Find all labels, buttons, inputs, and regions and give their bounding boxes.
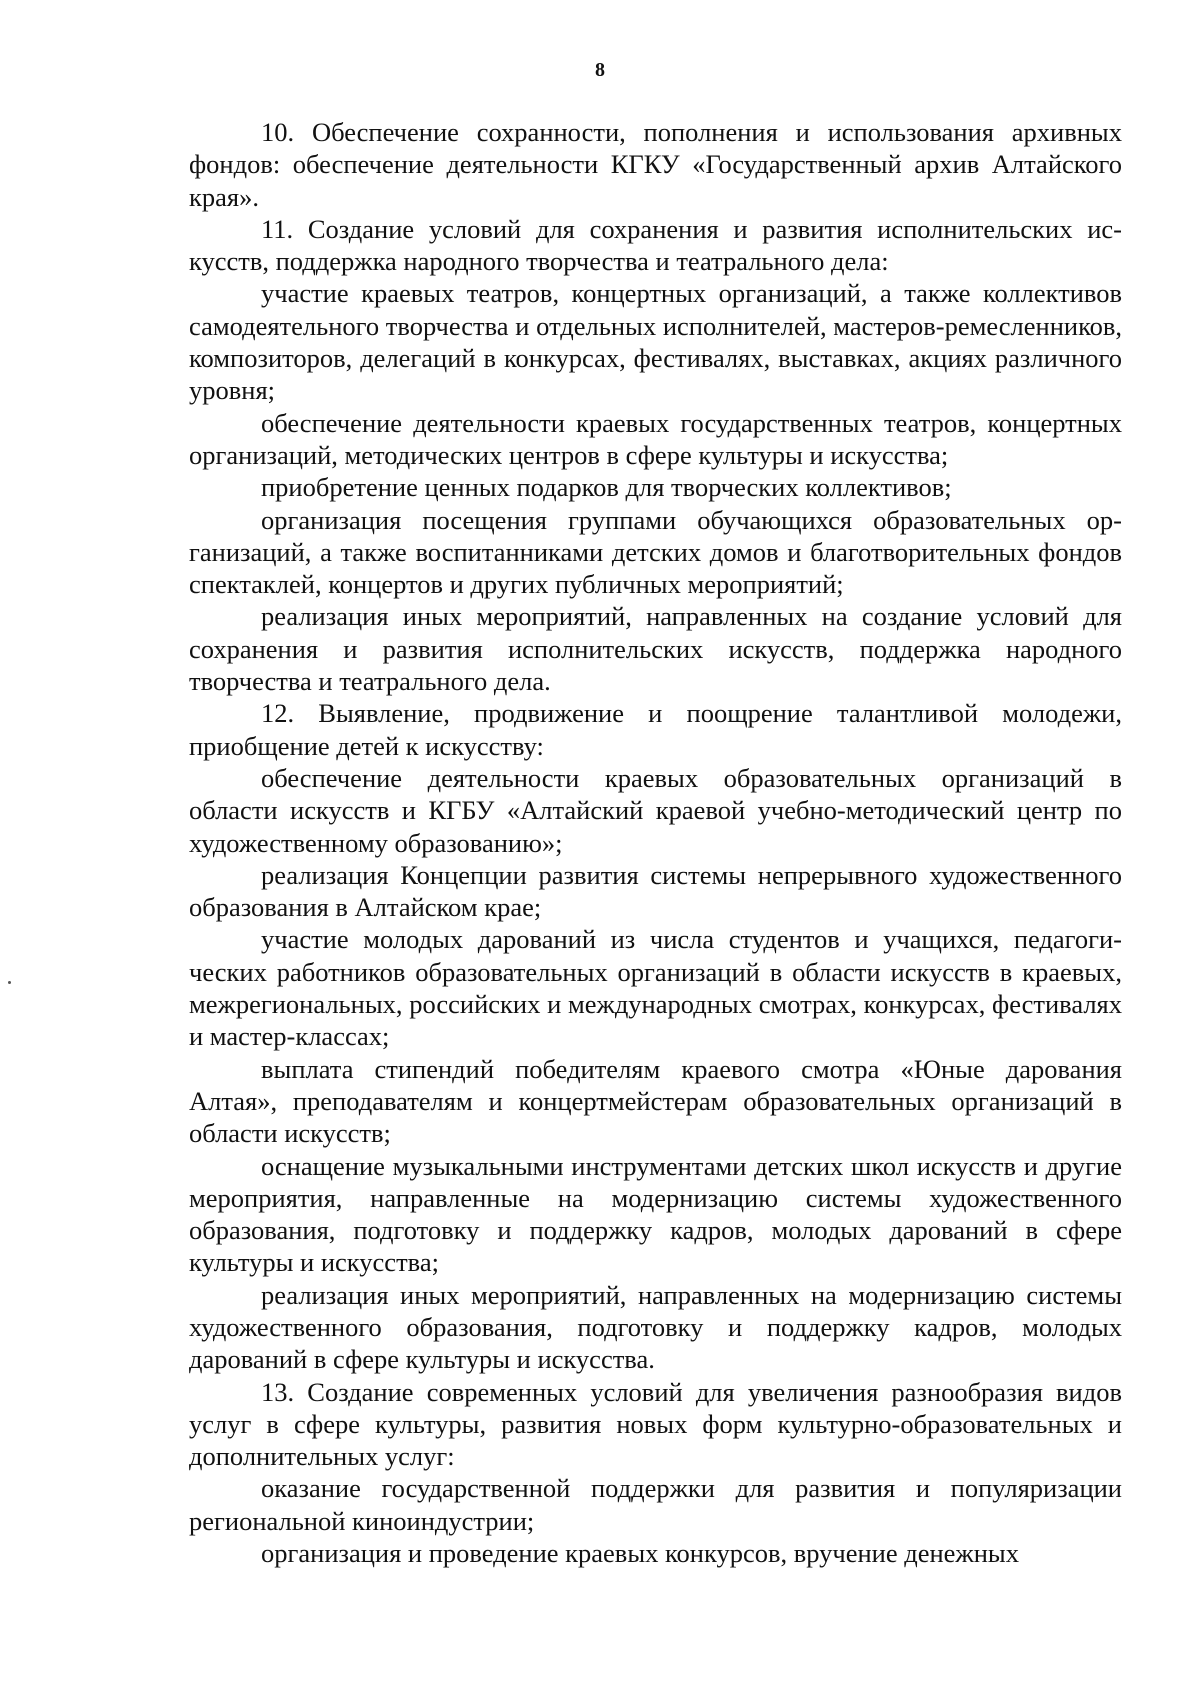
paragraph: выплата стипендий победителям краевого смотра «Юные дарования Алтая», преподавателям и концертмейстерам образовательных организаций в области искусств; xyxy=(189,1053,1122,1149)
scan-speck xyxy=(8,981,11,984)
paragraph: участие краевых театров, концертных организаций, а также коллективов самодеятельного творчества и отдельных исполнителей, мастеров-ремесленников, композиторов, делегаций в конкурсах, фестивалях, выставках, акциях различного уровня; xyxy=(189,278,1122,406)
paragraph-10: 10. Обеспечение сохранности, пополнения и использования архивных фондов: обеспечение деятельности КГКУ «Государственный архив Алтайского края». xyxy=(189,117,1122,212)
paragraph: приобретение ценных подарков для творческих коллективов; xyxy=(261,472,952,503)
page-number: 8 xyxy=(595,59,605,81)
document-body xyxy=(189,116,1122,1569)
paragraph: оснащение музыкальными инструментами детских школ искусств и другие мероприятия, направленные на модернизацию системы художественного образования, подготовку и поддержку кадров, молодых дарований в сфере культуры и искусства; xyxy=(189,1150,1122,1278)
paragraph-11: 11. Создание условий для сохранения и развития исполнительских искусств, поддержка народного творчества и театрального дела: xyxy=(189,213,1122,277)
paragraph-13: 13. Создание современных условий для увеличения разнообразия видов услуг в сфере культуры, развития новых форм культурно-образовательных и дополнительных услуг: xyxy=(189,1376,1122,1472)
paragraph: обеспечение деятельности краевых образовательных организаций в области искусств и КГБУ «Алтайский краевой учебно-методический центр по художественному образованию»; xyxy=(189,762,1122,858)
paragraph: реализация Концепции развития системы непрерывного художественного образования в Алтайском крае; xyxy=(189,859,1122,923)
paragraph-12: 12. Выявление, продвижение и поощрение талантливой молодежи, приобщение детей к искусству: xyxy=(189,698,1122,761)
paragraph: обеспечение деятельности краевых государственных театров, концертных организаций, методических центров в сфере культуры и искусства; xyxy=(189,407,1122,470)
paragraph: участие молодых дарований из числа студентов и учащихся, педагогических работников образовательных организаций в области искусств в краевых, межрегиональных, российских и международных смотрах, конкурсах, фестивалях и мастер-классах; xyxy=(189,924,1122,1052)
paragraph: реализация иных мероприятий, направленных на модернизацию системы художественного образования, подготовку и поддержку кадров, молодых дарований в сфере культуры и искусства. xyxy=(189,1279,1122,1375)
paragraph: оказание государственной поддержки для развития и популяризации региональной киноиндустрии; xyxy=(189,1473,1122,1536)
paragraph: организация и проведение краевых конкурсов, вручение денежных xyxy=(261,1538,1019,1569)
paragraph: реализация иных мероприятий, направленных на создание условий для сохранения и развития исполнительских искусств, поддержка народного творчества и театрального дела. xyxy=(189,601,1122,697)
paragraph: организация посещения группами обучающихся образовательных организаций, а также воспитанниками детских домов и благотворительных фондов спектаклей, концертов и других публичных мероприятий; xyxy=(189,504,1122,600)
